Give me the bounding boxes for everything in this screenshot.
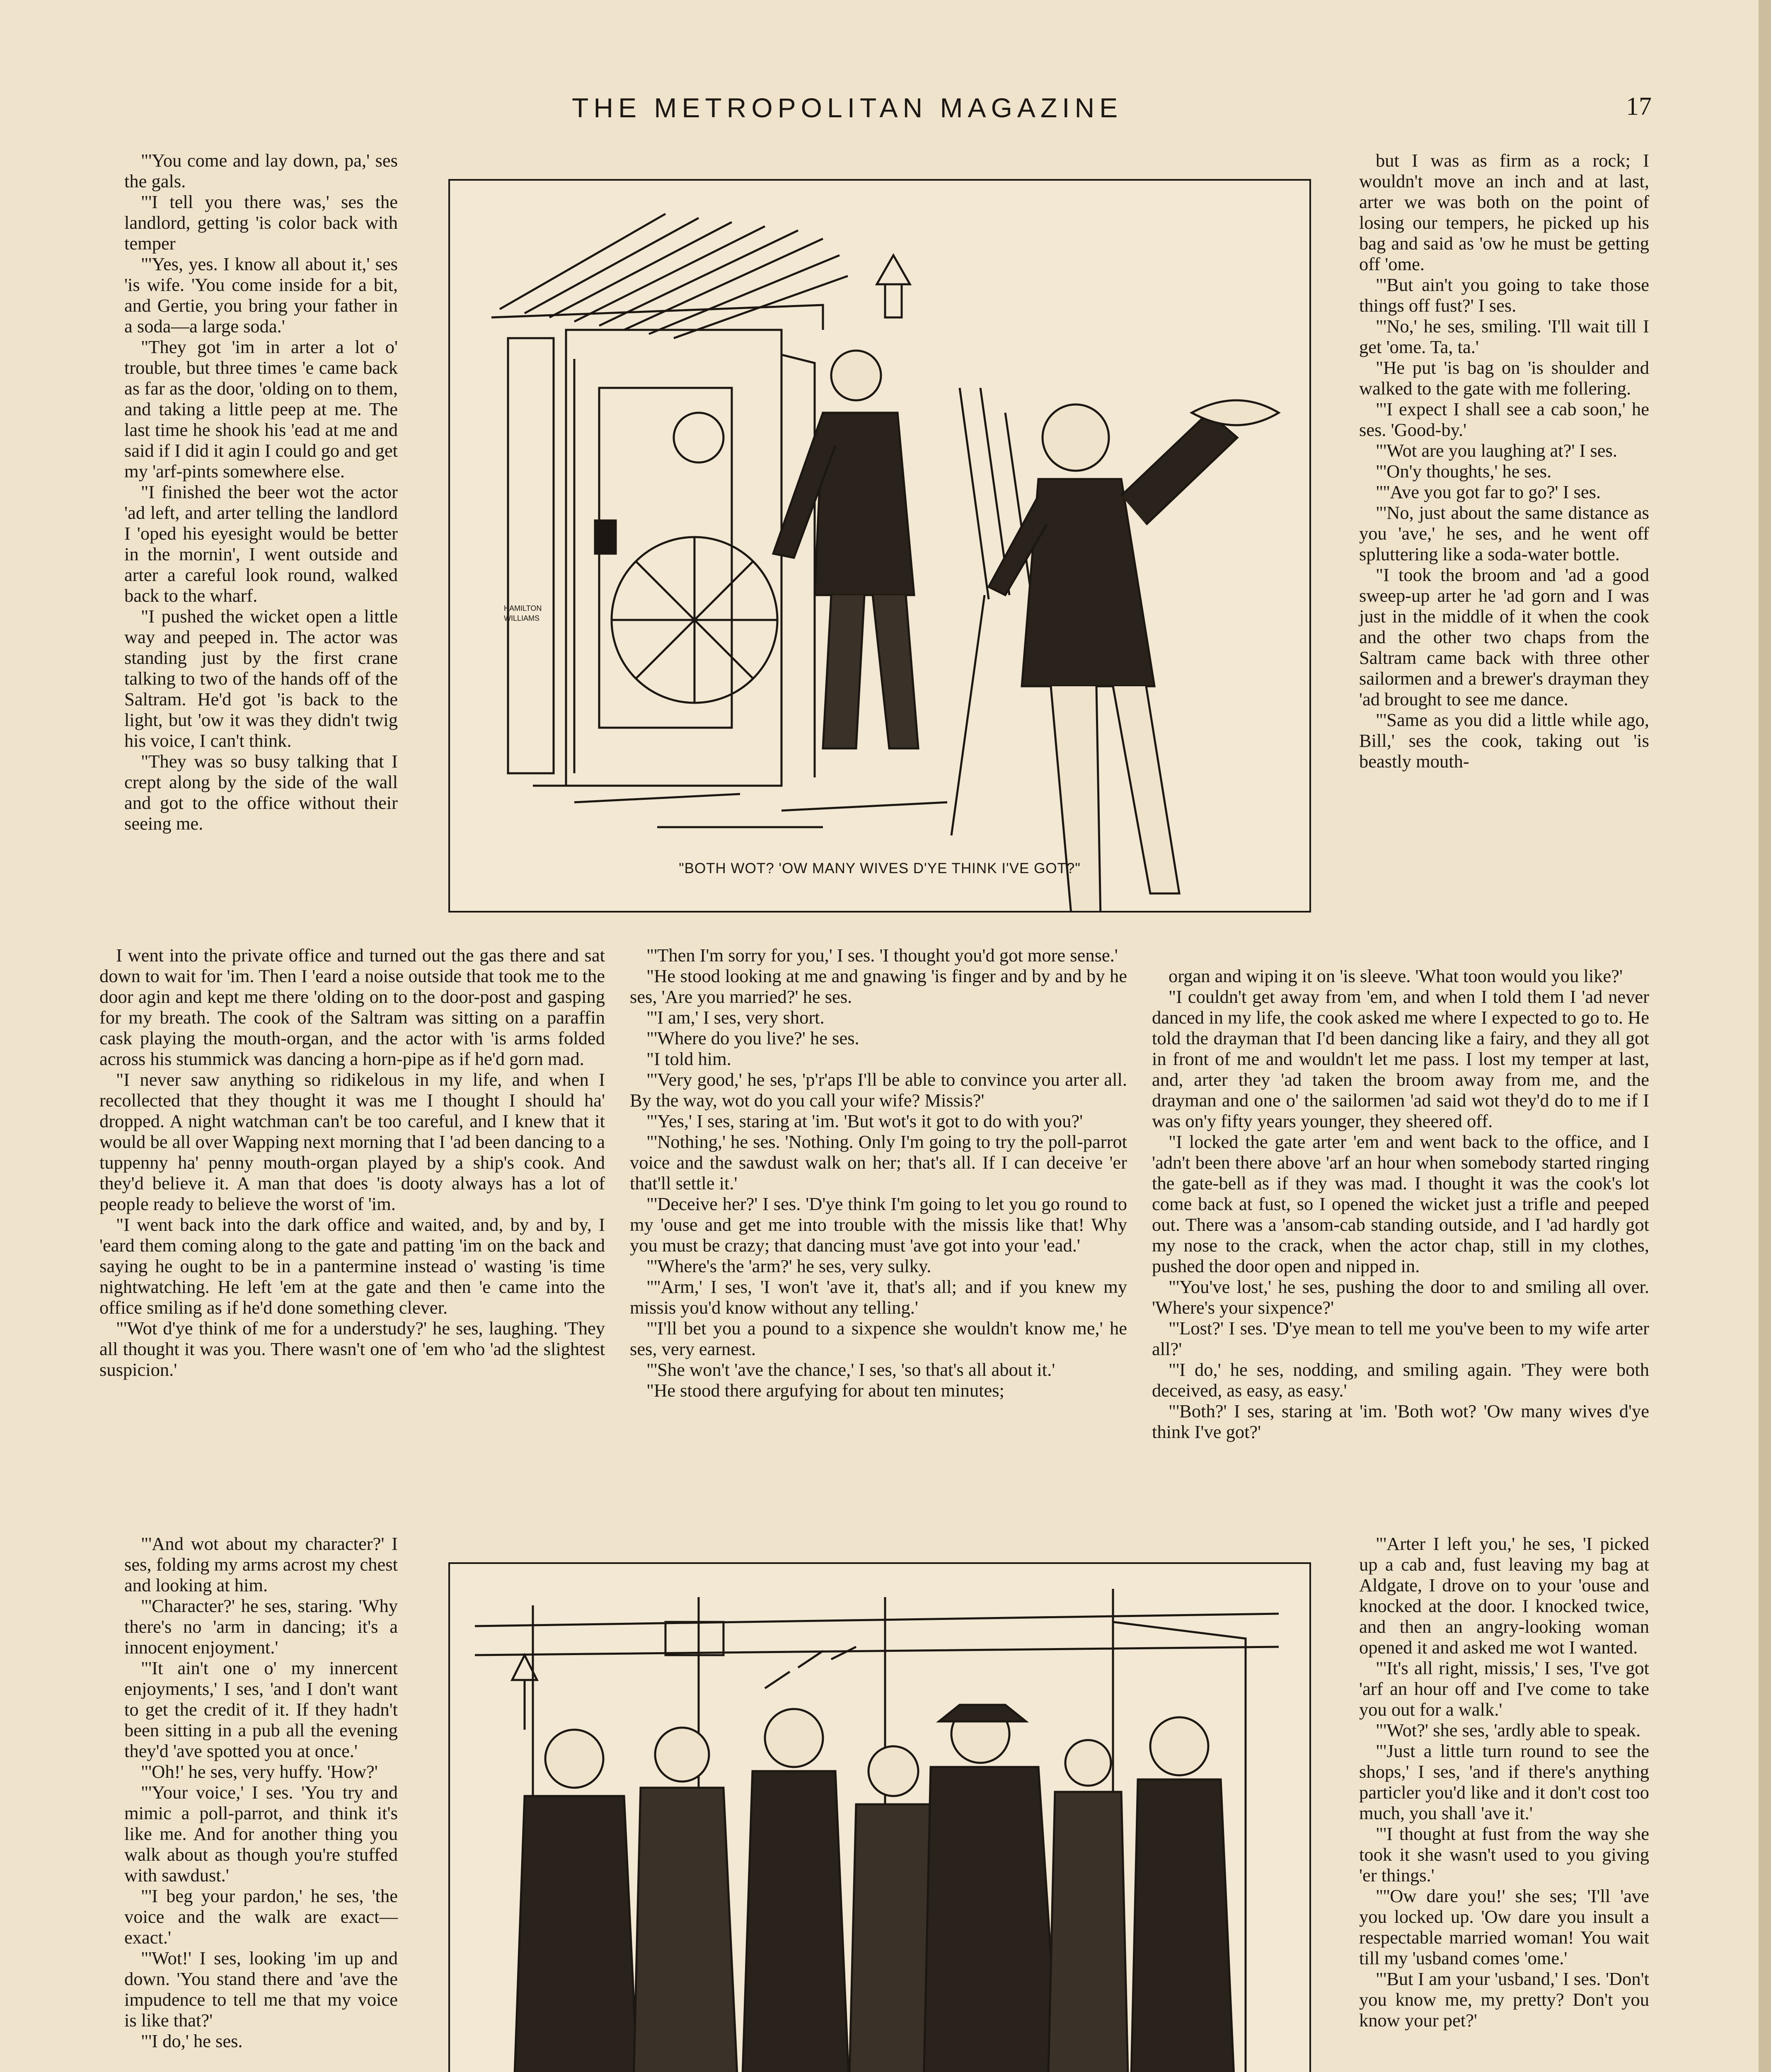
page-number: 17 bbox=[1626, 92, 1652, 121]
artist-signature bbox=[504, 603, 542, 623]
paragraph: "'It's all right, missis,' I ses, 'I've got 'arf an hour off and I've come to take you out for a walk.' bbox=[1359, 1658, 1649, 1720]
paragraph: "'I beg your pardon,' he ses, 'the voice and the walk are exact—exact.' bbox=[124, 1886, 398, 1948]
column-right-bottom bbox=[1359, 1533, 1649, 2031]
paragraph: "He stood there argufying for about ten minutes; bbox=[646, 1380, 1004, 1401]
paragraph: "They got 'im in arter a lot o' trouble, but three times 'e came back as far as the door, 'olding on to them, and taking a little peep at me. The last time he shook his 'ead at me and said if I did it agin I could go and get my 'arf-pints somewhere else. bbox=[124, 336, 398, 482]
column-left-wide bbox=[99, 945, 605, 1380]
paragraph: "'But I am your 'usband,' I ses. 'Don't you know me, my pretty? Don't you know your pet?' bbox=[1359, 1968, 1649, 2031]
illustration-top-drawing bbox=[450, 181, 1309, 911]
paragraph: "I finished the beer wot the actor 'ad left, and arter telling the landlord I 'oped his eyesight would be better in the mornin', I went outside and arter a careful look round, walked back to the wharf. bbox=[124, 482, 398, 606]
paragraph: "'Wot are you laughing at?' I ses. bbox=[1376, 440, 1617, 461]
paragraph: "'I thought at fust from the way she took it she wasn't used to you giving 'er things.' bbox=[1359, 1823, 1649, 1886]
paragraph: but I was as firm as a rock; I wouldn't move an inch and at last, arter we was both on the point of losing our tempers, he picked up his bag and said as 'ow he must be getting off 'ome. bbox=[1359, 150, 1649, 274]
paragraph: "'Wot d'ye think of me for a understudy?' he ses, laughing. 'They all thought it was you. There wasn't one of 'em who 'ad the slightest suspicion.' bbox=[99, 1318, 605, 1380]
paragraph: "'Nothing,' he ses. 'Nothing. Only I'm going to try the poll-parrot voice and the sawdust walk on her; that's all. If I can deceive 'er that'll settle it.' bbox=[630, 1131, 1127, 1193]
column-right-top bbox=[1359, 150, 1649, 772]
page-edge bbox=[1759, 0, 1771, 2072]
paragraph: "'I do,' he ses. bbox=[141, 2031, 243, 2051]
paragraph: "'You come and lay down, pa,' ses the gals. bbox=[124, 150, 398, 191]
paragraph: "'Same as you did a little while ago, Bill,' ses the cook, taking out 'is beastly mouth- bbox=[1359, 709, 1649, 772]
paragraph: "'No,' he ses, smiling. 'I'll wait till I get 'ome. Ta, ta.' bbox=[1359, 316, 1649, 357]
paragraph: "'And wot about my character?' I ses, folding my arms acrost my chest and looking at him. bbox=[124, 1533, 398, 1595]
paragraph: "'I am,' I ses, very short. bbox=[646, 1007, 825, 1028]
paragraph: "I took the broom and 'ad a good sweep-up arter he 'ad gorn and I was just in the middle of it when the cook and the other two chaps from the Saltram came back with three other sailormen and a brewer's drayman they 'ad brought to see me dance. bbox=[1359, 564, 1649, 709]
paragraph: "'Very good,' he ses, 'p'r'aps I'll be able to convince you arter all. By the way, wot do you call your wife? Missis?' bbox=[630, 1069, 1127, 1111]
paragraph: "'Lost?' I ses. 'D'ye mean to tell me you've been to my wife arter all?' bbox=[1152, 1318, 1649, 1359]
paragraph: "'Yes, yes. I know all about it,' ses 'is wife. 'You come inside for a bit, and Gertie, you bring your father in a soda—a large soda.' bbox=[124, 254, 398, 336]
paragraph: "I couldn't get away from 'em, and when I told them I 'ad never danced in my life, the cook asked me where I expected to go to. He told the drayman that I'd been dancing like a fairy, and they all got in front of me and wouldn't let me pass. I lost my temper at last, and, arter they 'ad taken the broom away from me, and the drayman and one o' the sailormen 'ad said wot they'd do to me if I was on'y fifty years younger, they sheered off. bbox=[1152, 986, 1649, 1131]
column-right-wide bbox=[1152, 966, 1649, 1442]
column-left-top bbox=[124, 150, 398, 834]
paragraph: "'Where do you live?' he ses. bbox=[646, 1028, 859, 1048]
paragraph: "'Wot!' I ses, looking 'im up and down. 'You stand there and 'ave the impudence to tell me that my voice is like that?' bbox=[124, 1948, 398, 2031]
paragraph: "''Ave you got far to go?' I ses. bbox=[1376, 482, 1601, 502]
illustration-bottom bbox=[448, 1562, 1311, 2072]
illustration-bottom-drawing bbox=[450, 1564, 1309, 2072]
signature-line-1: HAMILTON bbox=[504, 604, 542, 612]
paragraph: "'I expect I shall see a cab soon,' he ses. 'Good-by.' bbox=[1359, 399, 1649, 440]
paragraph: "I went back into the dark office and waited, and, by and by, I 'eard them coming along to the gate and patting 'im on the back and saying he ought to be in a pantermine instead o' wasting 'is time nightwatching. He left 'em at the gate and then 'e came into the office smiling as if he'd done something clever. bbox=[99, 1214, 605, 1318]
paragraph: "'I'll bet you a pound to a sixpence she wouldn't know me,' he ses, very earnest. bbox=[630, 1318, 1127, 1359]
paragraph: "'No, just about the same distance as you 'ave,' he ses, and he went off spluttering like a soda-water bottle. bbox=[1359, 502, 1649, 564]
paragraph: "'You've lost,' he ses, pushing the door to and smiling all over. 'Where's your sixpence?' bbox=[1152, 1276, 1649, 1318]
paragraph: "I locked the gate arter 'em and went back to the office, and I 'adn't been there above 'arf an hour when somebody started ringing the gate-bell as if they was mad. I thought it was the cook's lot come back at fust, so I opened the wicket just a trifle and peeped out. There was a 'ansom-cab standing outside, and I 'ad hardly got my nose to the crack, when the actor chap, still in my clothes, pushed the door open and nipped in. bbox=[1152, 1131, 1649, 1276]
paragraph: "I told him. bbox=[646, 1048, 731, 1069]
paragraph: "'Where's the 'arm?' he ses, very sulky. bbox=[646, 1256, 931, 1276]
paragraph: "'Deceive her?' I ses. 'D'ye think I'm going to let you go round to my 'ouse and get me into trouble with the missis like that! Why you must be crazy; that dancing must 'ave got into your 'ead.' bbox=[630, 1193, 1127, 1256]
paragraph: "They was so busy talking that I crept along by the side of the wall and got to the office without their seeing me. bbox=[124, 751, 398, 834]
column-middle bbox=[630, 945, 1127, 1401]
paragraph: organ and wiping it on 'is sleeve. 'What toon would you like?' bbox=[1169, 966, 1623, 986]
caption-top: "BOTH WOT? 'OW MANY WIVES D'YE THINK I'VE GOT?" bbox=[679, 860, 1081, 876]
paragraph: "'Both?' I ses, staring at 'im. 'Both wot? 'Ow many wives d'ye think I've got?' bbox=[1152, 1401, 1649, 1442]
paragraph: "'Just a little turn round to see the shops,' I ses, 'and if there's anything particler you'd like and it don't cost too much, you shall 'ave it.' bbox=[1359, 1740, 1649, 1823]
paragraph: "He stood looking at me and gnawing 'is finger and by and by he ses, 'Are you married?' he ses. bbox=[630, 966, 1127, 1007]
paragraph: "'Yes,' I ses, staring at 'im. 'But wot's it got to do with you?' bbox=[646, 1111, 1083, 1131]
paragraph: "'Arter I left you,' he ses, 'I picked up a cab and, fust leaving my bag at Aldgate, I drove on to your 'ouse and knocked at the door. I knocked twice, and then an angry-looking woman opened it and asked me wot I wanted. bbox=[1359, 1533, 1649, 1658]
paragraph: "'Then I'm sorry for you,' I ses. 'I thought you'd got more sense.' bbox=[646, 945, 1118, 966]
paragraph: "'I do,' he ses, nodding, and smiling again. 'They were both deceived, as easy, as easy.' bbox=[1152, 1359, 1649, 1401]
signature-line-2: WILLIAMS bbox=[504, 614, 540, 622]
paragraph: "'It ain't one o' my innercent enjoyments,' I ses, 'and I don't want to get the credit of it. If they hadn't been sitting in a pub all the evening they'd 'ave spotted you at once.' bbox=[124, 1658, 398, 1761]
paragraph: "'She won't 'ave the chance,' I ses, 'so that's all about it.' bbox=[646, 1359, 1055, 1380]
running-header: THE METROPOLITAN MAGAZINE bbox=[572, 92, 1123, 123]
paragraph: "''Ow dare you!' she ses; 'I'll 'ave you locked up. 'Ow dare you insult a respectable married woman! You wait till my 'usband comes 'ome.' bbox=[1359, 1886, 1649, 1968]
paragraph: "'Wot?' she ses, 'ardly able to speak. bbox=[1376, 1720, 1641, 1740]
paragraph: "'I tell you there was,' ses the landlord, getting 'is color back with temper bbox=[124, 191, 398, 254]
paragraph: "He put 'is bag on 'is shoulder and walked to the gate with me follering. bbox=[1359, 357, 1649, 399]
paragraph: "I pushed the wicket open a little way and peeped in. The actor was standing just by the first crane talking to two of the hands off of the Saltram. He'd got 'is back to the light, but 'ow it was they didn't twig his voice, I can't think. bbox=[124, 606, 398, 751]
paragraph: "'Character?' he ses, staring. 'Why there's no 'arm in dancing; it's a innocent enjoyment.' bbox=[124, 1595, 398, 1658]
paragraph: "'On'y thoughts,' he ses. bbox=[1376, 461, 1552, 482]
paragraph: "I never saw anything so ridikelous in my life, and when I recollected that they thought it was me I thought I should ha' dropped. A night watchman can't be too careful, and I knew that it would be all over Wapping next morning that I 'ad been dancing to a tuppenny ha' penny mouth-organ played by a ship's cook. And they'd believe it. A man that does 'is dooty always has a lot of people ready to believe the worst of 'im. bbox=[99, 1069, 605, 1214]
illustration-top bbox=[448, 179, 1311, 913]
paragraph: "''Arm,' I ses, 'I won't 'ave it, that's all; and if you knew my missis you'd know without any telling.' bbox=[630, 1276, 1127, 1318]
paragraph: "'Oh!' he ses, very huffy. 'How?' bbox=[141, 1761, 378, 1782]
column-left-bottom bbox=[124, 1533, 398, 2051]
paragraph: I went into the private office and turned out the gas there and sat down to wait for 'im. Then I 'eard a noise outside that took me to the door agin and kept me there 'olding on to the door-post and gasping for my breath. The cook of the Saltram was sitting on a paraffin cask playing the mouth-organ, and the actor with 'is arms folded across his stummick was dancing a horn-pipe as if he'd gorn mad. bbox=[99, 945, 605, 1069]
paragraph: "'Your voice,' I ses. 'You try and mimic a poll-parrot, and think it's like me. And for another thing you walk about as though you're stuffed with sawdust.' bbox=[124, 1782, 398, 1886]
paragraph: "'But ain't you going to take those things off fust?' I ses. bbox=[1359, 274, 1649, 316]
